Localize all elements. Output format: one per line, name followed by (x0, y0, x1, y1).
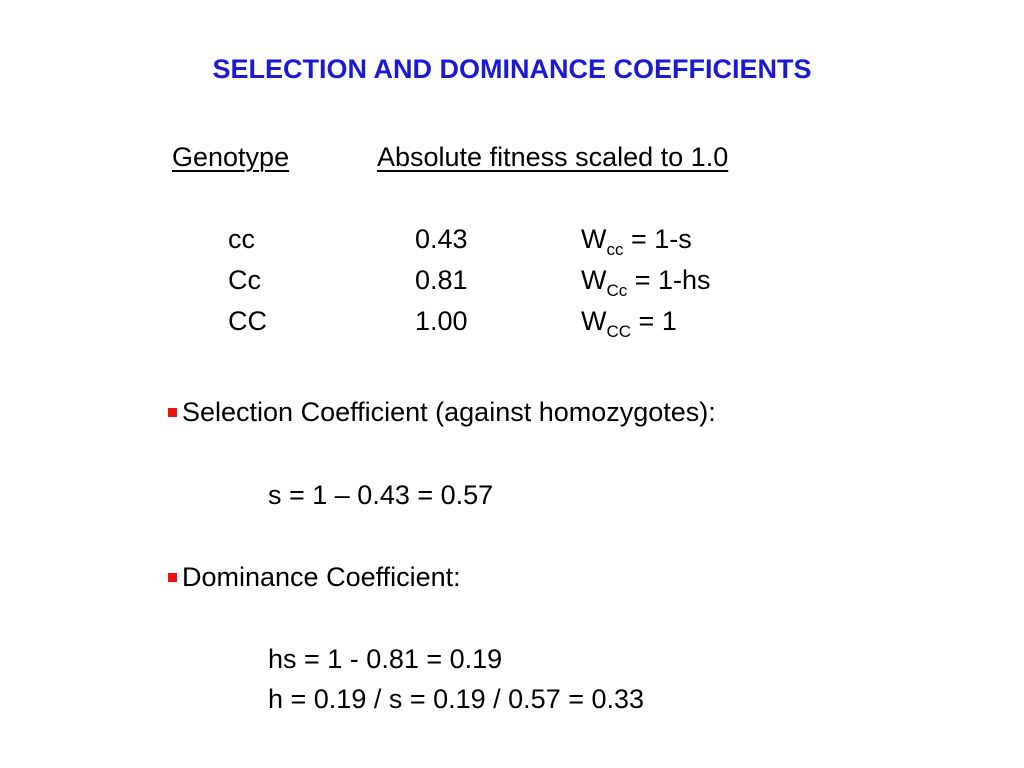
square-bullet-icon (168, 408, 177, 417)
dominance-equation-2: h = 0.19 / s = 0.19 / 0.57 = 0.33 (268, 684, 645, 714)
header-fitness: Absolute fitness scaled to 1.0 (377, 142, 729, 172)
genotype-CC: CC (228, 306, 267, 336)
genotype-Cc: Cc (228, 265, 261, 295)
w-symbol: W (581, 265, 607, 295)
w-subscript: CC (606, 322, 632, 341)
dominance-bullet-item (168, 564, 461, 591)
selection-equation: s = 1 – 0.43 = 0.57 (268, 480, 494, 510)
w-formula-Cc (581, 265, 711, 300)
w-subscript: Cc (606, 281, 628, 300)
selection-bullet-item (168, 399, 716, 426)
slide-title: SELECTION AND DOMINANCE COEFFICIENTS (212, 54, 812, 84)
w-formula-cc (581, 224, 692, 259)
dominance-label: Dominance Coefficient: (182, 562, 461, 592)
fitness-cc: 0.43 (415, 224, 468, 254)
selection-label: Selection Coefficient (against homozygotes): (182, 397, 716, 427)
genotype-cc: cc (228, 224, 255, 254)
fitness-Cc: 0.81 (415, 265, 468, 295)
fitness-CC: 1.00 (415, 306, 468, 336)
w-subscript: cc (606, 240, 624, 259)
w-symbol: W (581, 306, 607, 336)
w-symbol: W (581, 224, 607, 254)
w-formula-CC (581, 306, 677, 341)
w-equation: = 1-s (623, 224, 692, 254)
w-equation: = 1-hs (627, 265, 711, 295)
dominance-equation-1: hs = 1 - 0.81 = 0.19 (268, 644, 503, 674)
header-genotype: Genotype (172, 142, 290, 172)
square-bullet-icon (168, 573, 177, 582)
w-equation: = 1 (631, 306, 677, 336)
